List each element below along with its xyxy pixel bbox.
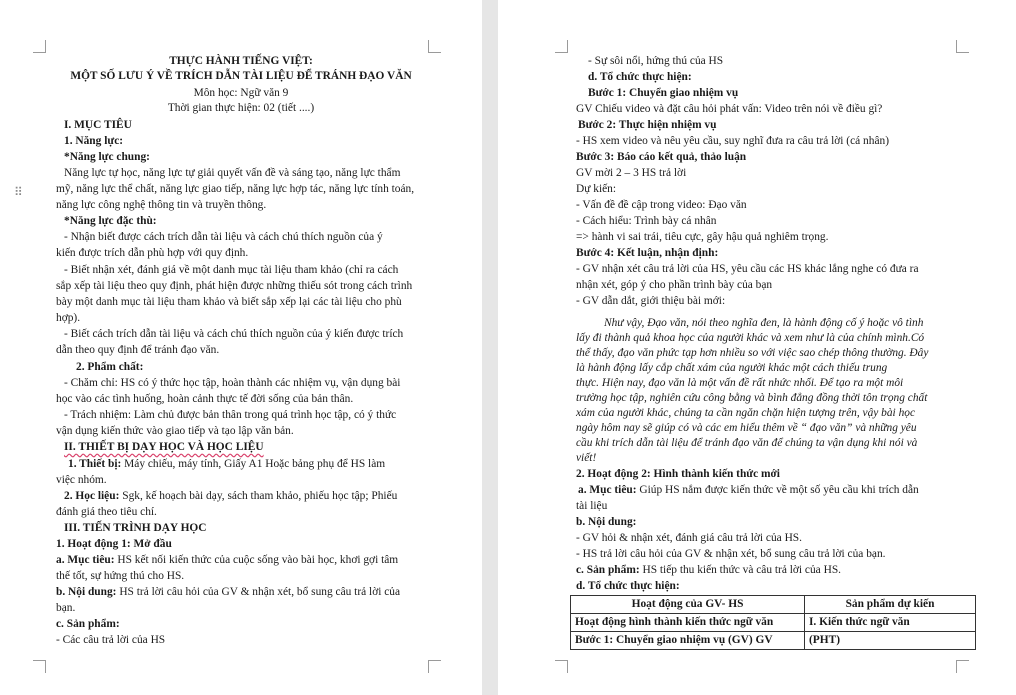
text-noi-dung: HS trả lời câu hỏi của GV & nhận xét, bổ sung câu trả lời của: [119, 586, 401, 598]
paragraph-line: - GV hỏi & nhận xét, đánh giá câu trả lời của HS.: [576, 532, 802, 544]
label-hoc-lieu: 2. Học liệu:: [64, 490, 120, 502]
paragraph-line: vận dụng kiến thức vào giao tiếp và tạo lập văn bản.: [56, 425, 294, 437]
heading-tien-trinh: III. TIẾN TRÌNH DẠY HỌC: [64, 522, 207, 534]
paragraph-line: - Sự sôi nổi, hứng thú của HS: [588, 55, 724, 67]
crop-mark: [33, 660, 46, 673]
quote-line: xám của người khác, chúng ta cần ngăn chặn hiện tượng trên, vậy bài học: [576, 407, 916, 419]
paragraph-line: - Biết nhận xét, đánh giá về một danh mục tài liệu tham khảo (chỉ ra cách: [64, 264, 399, 276]
text-thiet-bi: Máy chiếu, máy tính, Giấy A1 Hoặc bảng phụ để HS làm: [124, 458, 386, 470]
label-san-pham-2: c. Sản phẩm:: [576, 564, 640, 576]
quote-line: viết!: [576, 452, 597, 464]
paragraph-line: - Trách nhiệm: Làm chủ được bản thân trong quá trình học tập, có ý thức: [64, 409, 397, 421]
crop-mark: [428, 660, 441, 673]
drag-handle-icon[interactable]: ⠿: [14, 185, 23, 199]
heading-buoc-2: Bước 2: Thực hiện nhiệm vụ: [578, 119, 717, 131]
paragraph-line: - Chăm chỉ: HS có ý thức học tập, hoàn thành các nhiệm vụ, vận dụng bài: [64, 377, 401, 389]
heading-muc-tieu: I. MỤC TIÊU: [64, 119, 132, 131]
activity-table: [570, 595, 976, 650]
quote-line: cầu khi trích dẫn tài liệu để tránh đạo văn để chúng ta vận dụng khi nói và: [576, 437, 918, 449]
paragraph-line: - Vấn đề đề cập trong video: Đạo văn: [576, 199, 747, 211]
subject-line: Môn học: Ngữ văn 9: [193, 87, 289, 99]
quote-line: thực. Hiện nay, đạo văn là một vấn đề rất nhức nhối. Để tạo ra một môi: [576, 377, 904, 389]
quote-line: lấy đi thành quả khoa học của người khác và xem như là của chính mình.Có: [576, 332, 925, 344]
paragraph-line: sắp xếp tài liệu theo quy định, phát hiện được những thiếu sót trong cách trình: [56, 280, 413, 292]
text-muc-tieu: HS kết nối kiến thức của cuộc sống vào bài học, khơi gợi tâm: [117, 554, 399, 566]
paragraph-line: học vào các tình huống, hoàn cảnh thực tế đời sống của bản thân.: [56, 393, 354, 405]
paragraph-line: năng lực công nghệ thông tin và truyền thông.: [56, 199, 267, 211]
paragraph-line: [56, 553, 398, 568]
title-line-1: THỰC HÀNH TIẾNG VIỆT:: [169, 55, 313, 67]
table-header-row: [571, 596, 976, 614]
crop-mark: [428, 40, 441, 53]
paragraph-line: [578, 483, 919, 498]
document-page-left: [0, 0, 482, 695]
heading-san-pham: c. Sản phẩm:: [56, 618, 120, 630]
paragraph-line: GV mời 2 – 3 HS trả lời: [576, 167, 687, 179]
paragraph-line: - HS trả lời câu hỏi của GV & nhận xét, bổ sung câu trả lời của bạn.: [576, 548, 886, 560]
label-muc-tieu-2: a. Mục tiêu:: [578, 484, 637, 496]
table-cell: Bước 1: Chuyển giao nhiệm vụ (GV) GV: [571, 632, 805, 650]
heading-pham-chat: 2. Phẩm chất:: [76, 361, 144, 373]
heading-buoc-1: Bước 1: Chuyển giao nhiệm vụ: [588, 87, 739, 99]
table-cell: Hoạt động hình thành kiến thức ngữ văn: [571, 614, 805, 632]
crop-mark: [33, 40, 46, 53]
paragraph-line: mỹ, năng lực thể chất, năng lực giao tiếp, năng lực hợp tác, năng lực tính toán,: [56, 183, 415, 195]
table-row: [571, 632, 976, 650]
heading-buoc-3: Bước 3: Báo cáo kết quả, thảo luận: [576, 151, 747, 163]
paragraph-line: nhận xét, góp ý cho phần trình bày của bạn: [576, 279, 773, 291]
heading-to-chuc-2: d. Tổ chức thực hiện:: [576, 580, 680, 592]
quote-line: trường học tập, nghiên cứu công bằng và bình đẳng đồng thời tôn trọng chất: [576, 392, 928, 404]
quote-line: ngày hôm nay sẽ giúp có và các em hiểu thêm về “ đạo văn” và những yêu: [576, 422, 917, 434]
text-muc-tieu-2: Giúp HS nắm được kiến thức về một số yêu cầu khi trích dẫn: [639, 484, 919, 496]
paragraph-line: - Biết cách trích dẫn tài liệu và cách chú thích nguồn của ý kiến được trích: [64, 328, 404, 340]
paragraph-line: - Các câu trả lời của HS: [56, 634, 166, 646]
heading-buoc-4: Bước 4: Kết luận, nhận định:: [576, 247, 719, 259]
heading-thiet-bi: II. THIẾT BỊ DẠY HỌC VÀ HỌC LIỆU: [64, 441, 264, 453]
paragraph-line: - GV nhận xét câu trả lời của HS, yêu cầu các HS khác lắng nghe có đưa ra: [576, 263, 919, 275]
paragraph-line: - Cách hiểu: Trình bày cá nhân: [576, 215, 717, 227]
text-san-pham-2: HS tiếp thu kiến thức và câu trả lời của HS.: [642, 564, 841, 576]
paragraph-line: đánh giá theo tiêu chí.: [56, 506, 157, 518]
title-line-2: MỘT SỐ LƯU Ý VỀ TRÍCH DẪN TÀI LIỆU ĐỂ TRÁNH ĐẠO VĂN: [70, 70, 412, 82]
paragraph-line: Dự kiến:: [576, 183, 617, 195]
label-thiet-bi: 1. Thiết bị:: [68, 458, 122, 470]
paragraph-line: kiến được trích dẫn phù hợp với quy định.: [56, 247, 249, 259]
quote-line: thể thấy, đạo văn phức tạp hơn nhiều so với việc sao chép thông thường. Đây: [576, 347, 929, 359]
paragraph-line: [576, 563, 841, 578]
label-muc-tieu: a. Mục tiêu:: [56, 554, 115, 566]
paragraph-line: dẫn theo quy định để tránh đạo văn.: [56, 344, 220, 356]
table-header-cell: Hoạt động của GV- HS: [571, 596, 805, 614]
table-cell: I. Kiến thức ngữ văn: [805, 614, 976, 632]
table-row: [571, 614, 976, 632]
paragraph-line: [56, 585, 400, 600]
paragraph-line: [64, 489, 397, 504]
paragraph-line: hợp).: [56, 312, 81, 324]
paragraph-line: - HS xem video và nêu yêu cầu, suy nghĩ đưa ra câu trả lời (cá nhân): [576, 135, 889, 147]
heading-nang-luc: 1. Năng lực:: [64, 135, 124, 147]
heading-to-chuc: d. Tổ chức thực hiện:: [588, 71, 692, 83]
document-page-right: [498, 0, 1016, 695]
quote-line: là hành động lấy cắp chất xám của người khác một cách thiếu trung: [576, 362, 888, 374]
paragraph-line: việc nhóm.: [56, 474, 107, 486]
heading-hoat-dong-1: 1. Hoạt động 1: Mở đầu: [56, 538, 172, 550]
heading-hoat-dong-2: 2. Hoạt động 2: Hình thành kiến thức mới: [576, 468, 780, 480]
duration-line: Thời gian thực hiện: 02 (tiết ....): [167, 102, 315, 114]
text-hoc-lieu: Sgk, kế hoạch bài dạy, sách tham khảo, phiếu học tập; Phiếu: [122, 490, 398, 502]
heading-noi-dung-2: b. Nội dung:: [576, 516, 637, 528]
crop-mark: [555, 40, 568, 53]
heading-nang-luc-dac-thu: *Năng lực đặc thù:: [64, 215, 157, 227]
paragraph-line: thế tốt, sự hứng thú cho HS.: [56, 570, 185, 582]
paragraph-line: tài liệu: [576, 500, 608, 512]
paragraph-line: bạn.: [56, 602, 76, 614]
heading-nang-luc-chung: *Năng lực chung:: [64, 151, 150, 163]
crop-mark: [956, 40, 969, 53]
paragraph-line: - GV dẫn dắt, giới thiệu bài mới:: [576, 295, 726, 307]
paragraph-line: Năng lực tự học, năng lực tự giải quyết vấn đề và sáng tạo, năng lực thẩm: [64, 167, 401, 179]
label-noi-dung: b. Nội dung:: [56, 586, 117, 598]
paragraph-line: => hành vi sai trái, tiêu cực, gây hậu quả nghiêm trọng.: [576, 231, 829, 243]
table-header-cell: Sản phẩm dự kiến: [805, 596, 976, 614]
paragraph-line: - Nhận biết được cách trích dẫn tài liệu và cách chú thích nguồn của ý: [64, 231, 383, 243]
table-cell: (PHT): [805, 632, 976, 650]
quote-line: Như vậy, Đạo văn, nói theo nghĩa đen, là hành động cố ý hoặc vô tình: [604, 317, 924, 329]
crop-mark: [956, 660, 969, 673]
paragraph-line: [68, 457, 385, 472]
crop-mark: [555, 660, 568, 673]
paragraph-line: bày một danh mục tài liệu tham khảo và biết sắp xếp lại các tài liệu cho phù: [56, 296, 402, 308]
paragraph-line: GV Chiếu video và đặt câu hỏi phát vấn: Video trên nói về điều gì?: [576, 103, 883, 115]
